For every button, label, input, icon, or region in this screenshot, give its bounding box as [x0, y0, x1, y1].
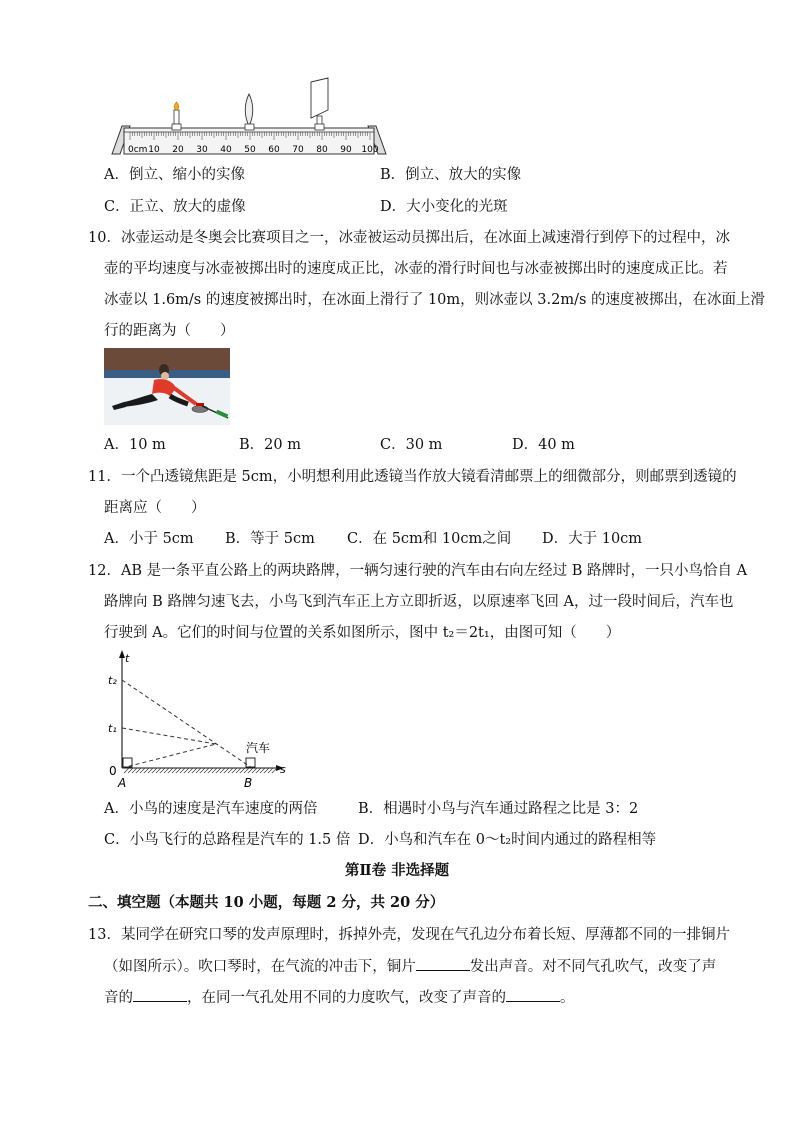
bench-tick-label: 80 [316, 145, 328, 155]
t-axis-label: t [125, 652, 130, 665]
q11-option-c: C．在 5cm和 10cm之间 [347, 531, 512, 547]
q12-line-1: 12．AB 是一条平直公路上的两块路牌，一辆匀速行驶的汽车由右向左经过 B 路牌时，一只小鸟恰自 A [88, 563, 748, 579]
point-a-label: A [118, 776, 127, 790]
bench-tick-label: 90 [340, 145, 352, 155]
bench-tick-label: 100 [361, 145, 379, 155]
q13-line-3c: 。 [560, 990, 575, 1006]
q13-blank-1 [416, 956, 470, 971]
q13-line-2a: （如图所示）。吹口琴时，在气流的冲击下，铜片 [104, 959, 416, 975]
q13-line-1: 13．某同学在研究口琴的发声原理时，拆掉外壳，发现在气孔边分布着长短、厚薄都不同的一排铜片 [88, 927, 730, 943]
q11-option-a: A．小于 5cm [104, 531, 194, 547]
q9-option-c: C．正立、放大的虚像 [104, 199, 246, 215]
q10-option-b: B．20 m [239, 437, 301, 453]
t2-label: t₂ [108, 674, 117, 687]
lens-icon [245, 94, 254, 130]
s-axis-label: s [280, 763, 286, 776]
t1-label: t₁ [108, 722, 117, 735]
screen-icon [311, 78, 328, 130]
q11-option-b: B．等于 5cm [225, 531, 315, 547]
q11-option-d: D．大于 10cm [542, 531, 643, 547]
q9-option-b: B．倒立、放大的实像 [380, 167, 522, 183]
part2-title: 第Ⅱ卷 非选择题 [344, 862, 450, 879]
bench-tick-label: 10 [148, 145, 160, 155]
q11-line-1: 11．一个凸透镜焦距是 5cm，小明想利用此透镜当作放大镜看清邮票上的细微部分，则邮票到透镜的 [88, 469, 737, 485]
bench-tick-label: 30 [196, 145, 208, 155]
q9-option-d: D．大小变化的光斑 [380, 199, 508, 215]
q13-blank-3 [506, 987, 560, 1002]
q13-line-2 [104, 956, 716, 977]
part2-section-heading: 二、填空题（本题共 10 小题，每题 2 分，共 20 分） [88, 894, 445, 911]
bench-tick-label: 50 [244, 145, 256, 155]
q12-option-a: A．小鸟的速度是汽车速度的两倍 [104, 801, 318, 817]
bench-tick-label: 0cm [128, 145, 148, 155]
bench-tick-label: 60 [268, 145, 280, 155]
curling-photo [104, 348, 230, 425]
q9-option-a: A．倒立、缩小的实像 [104, 167, 245, 183]
q12-option-b: B．相遇时小鸟与汽车通过路程之比是 3：2 [358, 801, 639, 817]
q13-line-3a: 音的 [104, 990, 133, 1006]
bench-tick-label: 20 [172, 145, 184, 155]
q10-line-1: 10．冰壶运动是冬奥会比赛项目之一，冰壶被运动员掷出后，在冰面上减速滑行到停下的过程中，冰 [88, 230, 730, 246]
q13-blank-2 [133, 987, 187, 1002]
q10-option-d: D．40 m [512, 437, 575, 453]
q10-line-3: 冰壶以 1.6m/s 的速度被掷出时，在冰面上滑行了 10m，则冰壶以 3.2m/s 的速度被掷出，在冰面上滑 [104, 292, 766, 308]
optical-bench-figure [108, 76, 390, 158]
q12-option-d: D．小鸟和汽车在 0～t₂时间内通过的路程相等 [358, 832, 657, 848]
q10-line-4: 行的距离为（ ） [104, 323, 235, 339]
q13-line-3b: ，在同一气孔处用不同的力度吹气，改变了声音的 [187, 990, 506, 1006]
q10-option-a: A．10 m [104, 437, 166, 453]
candle-icon [172, 102, 181, 130]
q13-line-2b: 发出声音。对不同气孔吹气，改变了声 [469, 959, 717, 975]
car-label: 汽车 [246, 741, 271, 755]
time-position-graph [100, 648, 296, 790]
q10-option-c: C．30 m [380, 437, 443, 453]
q11-line-2: 距离应（ ） [104, 500, 206, 516]
q13-line-3 [104, 987, 575, 1008]
q12-option-c: C．小鸟飞行的总路程是汽车的 1.5 倍 [104, 832, 351, 848]
q10-line-2: 壶的平均速度与冰壶被掷出时的速度成正比，冰壶的滑行时间也与冰壶被掷出时的速度成正比。若 [104, 261, 728, 277]
bench-tick-label: 40 [220, 145, 232, 155]
q12-line-2: 路牌向 B 路牌匀速飞去，小鸟飞到汽车正上方立即折返，以原速率飞回 A，过一段时间后，汽车也 [104, 594, 734, 610]
point-b-label: B [244, 776, 253, 790]
origin-label: 0 [109, 764, 117, 778]
q12-line-3: 行驶到 A。它们的时间与位置的关系如图所示，图中 t₂＝2t₁，由图可知（ ） [104, 625, 621, 641]
bench-tick-label: 70 [292, 145, 304, 155]
